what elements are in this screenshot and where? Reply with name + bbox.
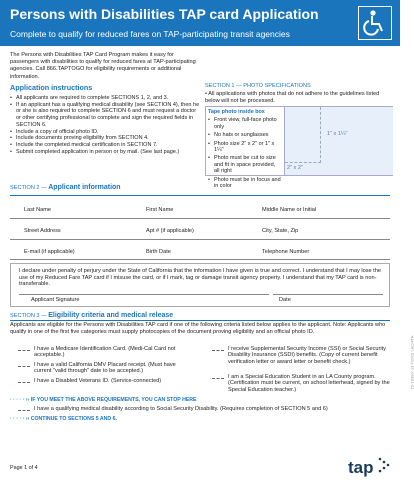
city-state-zip-label: City, State, Zip bbox=[262, 228, 299, 234]
continue-notice: · · · · · ›› CONTINUE TO SECTIONS 5 AND 6. bbox=[10, 416, 117, 422]
section3-heading: Eligibility criteria and medical release bbox=[48, 312, 174, 319]
tap-logo-dots-icon bbox=[377, 456, 393, 481]
photo-area bbox=[205, 106, 393, 190]
checkbox-line[interactable] bbox=[18, 366, 30, 367]
date-label: Date bbox=[279, 297, 291, 303]
page-subtitle: Complete to qualify for reduced fares on TAP-participating transit agencies bbox=[10, 29, 290, 39]
instructions-list bbox=[10, 95, 202, 155]
apt-label: Apt # (if applicable) bbox=[146, 228, 194, 234]
veterans-option[interactable]: I have a Disabled Veterans ID. (Service-connected) bbox=[34, 378, 184, 384]
tap-logo: tap bbox=[348, 458, 374, 477]
instructions-heading: Application instructions bbox=[10, 83, 93, 92]
list-item: • Front view, full-face photo only bbox=[208, 117, 282, 130]
telephone-label: Telephone Number bbox=[262, 249, 310, 255]
wheelchair-icon bbox=[358, 6, 392, 40]
list-item: • Submit completed application in person or by mail. (See last page.) bbox=[10, 149, 202, 156]
document-code: 15-1890cr-13 ©2015 LACMTA bbox=[409, 335, 414, 390]
medicare-option[interactable]: I have a Medicare Identification Card. (Medi-Cal Card not acceptable.) bbox=[34, 346, 184, 359]
divider bbox=[10, 320, 390, 321]
declaration-box bbox=[10, 263, 390, 307]
checkbox-line[interactable] bbox=[18, 410, 30, 411]
date-line[interactable] bbox=[273, 294, 383, 295]
list-item: • If an applicant has a qualifying medical disability (see SECTION 4), then he or she is also required to complete SECTION 6 and must request a doctor or other certifying professional to complete and sign the required fields in SECTION 6. bbox=[10, 102, 202, 129]
size-label-large: 1" x 1¼" bbox=[327, 131, 348, 137]
list-item: • Photo must be cut to size and fit in space provided, all right bbox=[208, 155, 282, 174]
size-label-small: 2" x 2" bbox=[287, 165, 303, 171]
middle-name-label: Middle Name or Initial bbox=[262, 207, 317, 213]
divider bbox=[10, 195, 390, 196]
name-line[interactable] bbox=[10, 218, 390, 219]
contact-line[interactable] bbox=[10, 259, 390, 260]
special-ed-option[interactable]: I am a Special Education Student in an LA County program. (Certification must be current, on school letterhead, signed by the Special Education teacher.) bbox=[228, 374, 390, 393]
list-item: • Include a copy of official photo ID. bbox=[10, 129, 202, 136]
list-item: • No hats or sunglasses bbox=[208, 132, 282, 138]
last-name-label: Last Name bbox=[24, 207, 52, 213]
list-item: • All applicants are required to complete SECTIONS 1, 2, and 3. bbox=[10, 95, 202, 102]
email-label: E-mail (if applicable) bbox=[24, 249, 75, 255]
section3-text: Applicants are eligible for the Persons with Disabilities TAP card if one of the following criteria listed below applies to the applicant. Note: Applicants who qualify in one of the first five categories must supply photocopies of the document proving eligibility and an official photo ID. bbox=[10, 322, 386, 335]
section1-heading: SECTION 1 — PHOTO SPECIFICATIONS bbox=[205, 83, 311, 89]
declaration-text: I declare under penalty of perjury under the State of California that the information I have given is true and correct. I understand that I may lose the use of my Reduced Fare TAP card if I misuse the card, or if I mark, tag or damage transit agency property. I understand that my TAP card is non-transferable. bbox=[19, 268, 381, 288]
checkbox-line[interactable] bbox=[212, 378, 224, 379]
section2-header: SECTION 2 — Applicant information bbox=[10, 184, 121, 191]
stop-notice: · · · · · ›› IF YOU MEET THE ABOVE REQUIREMENTS, YOU CAN STOP HERE bbox=[10, 397, 197, 403]
list-item: • Photo must be in focus and in color bbox=[208, 177, 282, 190]
signature-line[interactable] bbox=[19, 294, 269, 295]
checkbox-line[interactable] bbox=[18, 382, 30, 383]
section2-heading: Applicant information bbox=[48, 184, 121, 191]
first-name-label: First Name bbox=[146, 207, 174, 213]
intro-text: The Persons with Disabilities TAP Card Program makes it easy for passengers with disabilities to qualify for reduced fares at TAP-participating agencies. Call 866.TAPTOGO for eligibility requirements or additional information. bbox=[10, 52, 196, 80]
list-item: • Include the completed medical certification in SECTION 7. bbox=[10, 142, 202, 149]
ssi-option[interactable]: I receive Supplemental Security Income (SSI) or Social Security Disability Insurance (SSDI) benefits. (Copy of current benefit verification letter or award letter or benefit check.) bbox=[228, 346, 390, 365]
signature-label: Applicant Signature bbox=[31, 297, 80, 303]
photo-tips bbox=[208, 109, 282, 191]
dmv-option[interactable]: I have a valid California DMV Placard receipt. (Must have current "valid through" date to be accepted.) bbox=[34, 362, 184, 375]
list-item: • Photo size 2" x 2" or 1" x 1¼" bbox=[208, 141, 282, 154]
checkbox-line[interactable] bbox=[212, 350, 224, 351]
address-line[interactable] bbox=[10, 239, 390, 240]
checkbox-line[interactable] bbox=[18, 350, 30, 351]
list-item: • Include documents proving eligibility from SECTION 4. bbox=[10, 135, 202, 142]
photo-tips-heading: Tape photo inside box bbox=[208, 109, 265, 115]
section3-header: SECTION 3 — Eligibility criteria and medical release bbox=[10, 312, 174, 319]
page-number: Page 1 of 4 bbox=[10, 465, 38, 471]
photo-box[interactable] bbox=[284, 107, 393, 175]
header-band bbox=[0, 0, 400, 46]
inner-photo-guide bbox=[285, 107, 321, 163]
medical-option[interactable]: I have a qualifying medical disability according to Social Security Disability. (Requires completion of SECTION 5 and 6) bbox=[34, 406, 390, 412]
section1-text: • All applications with photos that do not adhere to the guidelines listed below will not be processed. bbox=[205, 91, 380, 104]
page-title: Persons with Disabilities TAP card Application bbox=[10, 6, 319, 22]
street-address-label: Street Address bbox=[24, 228, 61, 234]
birth-date-label: Birth Date bbox=[146, 249, 171, 255]
